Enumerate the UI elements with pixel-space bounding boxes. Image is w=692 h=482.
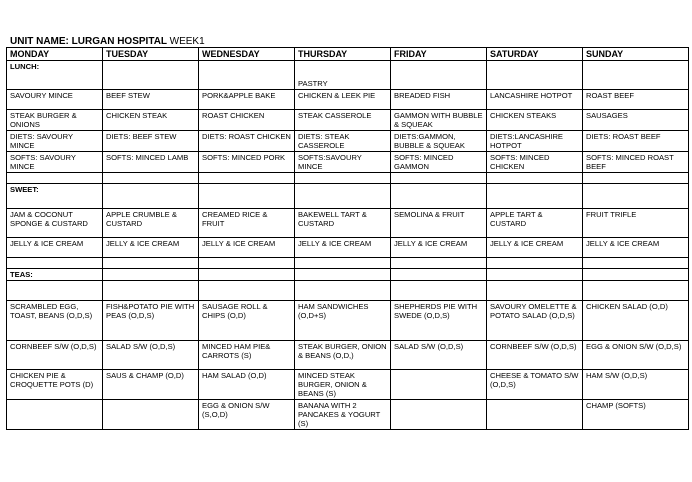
- menu-cell: [487, 281, 583, 301]
- menu-cell: STEAK BURGER, ONION & BEANS (O,D,): [295, 341, 391, 370]
- menu-cell: DIETS: STEAK CASSEROLE: [295, 131, 391, 152]
- menu-row: [7, 341, 689, 370]
- day-header: FRIDAY: [391, 48, 487, 61]
- menu-cell: STEAK BURGER & ONIONS: [7, 110, 103, 131]
- menu-cell: SALAD S/W (O,D,S): [103, 341, 199, 370]
- menu-row: [7, 209, 689, 238]
- menu-cell: [103, 184, 199, 209]
- menu-cell: CORNBEEF S/W (O,D,S): [487, 341, 583, 370]
- menu-cell: CHEESE & TOMATO S/W (O,D,S): [487, 370, 583, 400]
- menu-cell: SAUSAGE ROLL & CHIPS (O,D): [199, 301, 295, 341]
- menu-cell: JELLY & ICE CREAM: [103, 238, 199, 258]
- day-header: THURSDAY: [295, 48, 391, 61]
- menu-cell: PASTRY: [295, 61, 391, 90]
- menu-cell: [391, 370, 487, 400]
- menu-row: [7, 152, 689, 173]
- menu-cell: [103, 61, 199, 90]
- unit-name: UNIT NAME: LURGAN HOSPITAL: [10, 36, 167, 47]
- menu-cell: [487, 400, 583, 430]
- menu-cell: SHEPHERDS PIE WITH SWEDE (O,D,S): [391, 301, 487, 341]
- menu-cell: SALAD S/W (O,D,S): [391, 341, 487, 370]
- menu-cell: JELLY & ICE CREAM: [295, 238, 391, 258]
- menu-cell: [103, 258, 199, 269]
- menu-table: [6, 47, 689, 430]
- menu-cell: [391, 184, 487, 209]
- menu-cell: JELLY & ICE CREAM: [583, 238, 689, 258]
- menu-cell: ROAST BEEF: [583, 90, 689, 110]
- menu-cell: [487, 258, 583, 269]
- menu-cell: [583, 281, 689, 301]
- menu-cell: SEMOLINA & FRUIT: [391, 209, 487, 238]
- menu-cell: DIETS: BEEF STEW: [103, 131, 199, 152]
- menu-cell: BREADED FISH: [391, 90, 487, 110]
- menu-row: [7, 90, 689, 110]
- menu-cell: MINCED STEAK BURGER, ONION & BEANS (S): [295, 370, 391, 400]
- menu-cell: [295, 258, 391, 269]
- menu-row: [7, 110, 689, 131]
- menu-cell: FRUIT TRIFLE: [583, 209, 689, 238]
- menu-cell: LANCASHIRE HOTPOT: [487, 90, 583, 110]
- menu-cell: CHICKEN & LEEK PIE: [295, 90, 391, 110]
- menu-cell: [487, 61, 583, 90]
- menu-cell: [103, 400, 199, 430]
- section-title-row: [7, 184, 689, 209]
- menu-cell: JAM & COCONUT SPONGE & CUSTARD: [7, 209, 103, 238]
- menu-cell: [487, 184, 583, 209]
- menu-cell: [7, 400, 103, 430]
- menu-cell: [391, 269, 487, 281]
- menu-cell: [199, 61, 295, 90]
- menu-cell: [103, 173, 199, 184]
- menu-cell: DIETS: SAVOURY MINCE: [7, 131, 103, 152]
- menu-cell: SOFTS: MINCED PORK: [199, 152, 295, 173]
- menu-cell: HAM SALAD (O,D): [199, 370, 295, 400]
- menu-row: [7, 258, 689, 269]
- section-title: TEAS:: [7, 269, 103, 281]
- menu-cell: SOFTS: MINCED LAMB: [103, 152, 199, 173]
- menu-cell: [391, 173, 487, 184]
- menu-cell: JELLY & ICE CREAM: [199, 238, 295, 258]
- menu-cell: [391, 61, 487, 90]
- menu-cell: HAM SANDWICHES (O,D+S): [295, 301, 391, 341]
- menu-cell: EGG & ONION S/W (S,O,D): [199, 400, 295, 430]
- menu-cell: [199, 269, 295, 281]
- menu-cell: [487, 269, 583, 281]
- menu-cell: SAVOURY OMELETTE & POTATO SALAD (O,D,S): [487, 301, 583, 341]
- unit-title: [10, 36, 205, 47]
- menu-cell: GAMMON WITH BUBBLE & SQUEAK: [391, 110, 487, 131]
- menu-cell: [583, 258, 689, 269]
- day-header-row: [7, 48, 689, 61]
- day-header: TUESDAY: [103, 48, 199, 61]
- menu-cell: [199, 258, 295, 269]
- section-title-row: [7, 269, 689, 281]
- menu-cell: SOFTS: SAVOURY MINCE: [7, 152, 103, 173]
- menu-cell: MINCED HAM PIE& CARROTS (S): [199, 341, 295, 370]
- day-header: SUNDAY: [583, 48, 689, 61]
- day-header: MONDAY: [7, 48, 103, 61]
- menu-cell: [295, 184, 391, 209]
- menu-cell: BANANA WITH 2 PANCAKES & YOGURT (S): [295, 400, 391, 430]
- menu-cell: [295, 281, 391, 301]
- menu-cell: [199, 281, 295, 301]
- menu-row: [7, 301, 689, 341]
- menu-cell: CORNBEEF S/W (O,D,S): [7, 341, 103, 370]
- menu-cell: [199, 173, 295, 184]
- menu-cell: [583, 184, 689, 209]
- menu-cell: CHICKEN STEAKS: [487, 110, 583, 131]
- section-title-row: [7, 61, 689, 90]
- menu-row: [7, 400, 689, 430]
- menu-cell: FISH&POTATO PIE WITH PEAS (O,D,S): [103, 301, 199, 341]
- menu-cell: [103, 281, 199, 301]
- menu-cell: [199, 184, 295, 209]
- menu-cell: SOFTS: MINCED CHICKEN: [487, 152, 583, 173]
- menu-cell: SOFTS: MINCED ROAST BEEF: [583, 152, 689, 173]
- menu-cell: BAKEWELL TART & CUSTARD: [295, 209, 391, 238]
- menu-cell: SAUSAGES: [583, 110, 689, 131]
- menu-body: [7, 61, 689, 430]
- day-header: WEDNESDAY: [199, 48, 295, 61]
- section-title: LUNCH:: [7, 61, 103, 90]
- menu-cell: ROAST CHICKEN: [199, 110, 295, 131]
- menu-cell: HAM S/W (O,D,S): [583, 370, 689, 400]
- menu-row: [7, 131, 689, 152]
- menu-cell: CHAMP (SOFTS): [583, 400, 689, 430]
- menu-cell: JELLY & ICE CREAM: [391, 238, 487, 258]
- menu-cell: [583, 269, 689, 281]
- menu-row: [7, 238, 689, 258]
- menu-cell: DIETS: ROAST CHICKEN: [199, 131, 295, 152]
- menu-cell: APPLE TART & CUSTARD: [487, 209, 583, 238]
- menu-cell: [7, 281, 103, 301]
- menu-cell: DIETS:GAMMON, BUBBLE & SQUEAK: [391, 131, 487, 152]
- menu-cell: [103, 269, 199, 281]
- menu-cell: BEEF STEW: [103, 90, 199, 110]
- menu-row: [7, 370, 689, 400]
- menu-cell: [295, 173, 391, 184]
- menu-cell: [391, 400, 487, 430]
- menu-cell: JELLY & ICE CREAM: [487, 238, 583, 258]
- menu-row: [7, 173, 689, 184]
- day-header: SATURDAY: [487, 48, 583, 61]
- menu-cell: SOFTS:SAVOURY MINCE: [295, 152, 391, 173]
- menu-cell: [583, 61, 689, 90]
- menu-cell: EGG & ONION S/W (O,D,S): [583, 341, 689, 370]
- menu-cell: [487, 173, 583, 184]
- menu-cell: DIETS: ROAST BEEF: [583, 131, 689, 152]
- section-title: SWEET:: [7, 184, 103, 209]
- menu-cell: STEAK CASSEROLE: [295, 110, 391, 131]
- menu-cell: CHICKEN STEAK: [103, 110, 199, 131]
- menu-cell: SOFTS: MINCED GAMMON: [391, 152, 487, 173]
- menu-cell: SAVOURY MINCE: [7, 90, 103, 110]
- menu-cell: CHICKEN PIE & CROQUETTE POTS (D): [7, 370, 103, 400]
- menu-cell: [391, 258, 487, 269]
- menu-cell: APPLE CRUMBLE & CUSTARD: [103, 209, 199, 238]
- menu-cell: DIETS:LANCASHIRE HOTPOT: [487, 131, 583, 152]
- menu-cell: [7, 173, 103, 184]
- menu-cell: PORK&APPLE BAKE: [199, 90, 295, 110]
- week-label: WEEK1: [169, 36, 205, 47]
- menu-cell: JELLY & ICE CREAM: [7, 238, 103, 258]
- menu-row: [7, 281, 689, 301]
- menu-cell: [391, 281, 487, 301]
- menu-cell: SAUS & CHAMP (O,D): [103, 370, 199, 400]
- menu-cell: SCRAMBLED EGG, TOAST, BEANS (O,D,S): [7, 301, 103, 341]
- menu-cell: CHICKEN SALAD (O,D): [583, 301, 689, 341]
- menu-cell: CREAMED RICE & FRUIT: [199, 209, 295, 238]
- menu-cell: [295, 269, 391, 281]
- menu-cell: [583, 173, 689, 184]
- menu-cell: [7, 258, 103, 269]
